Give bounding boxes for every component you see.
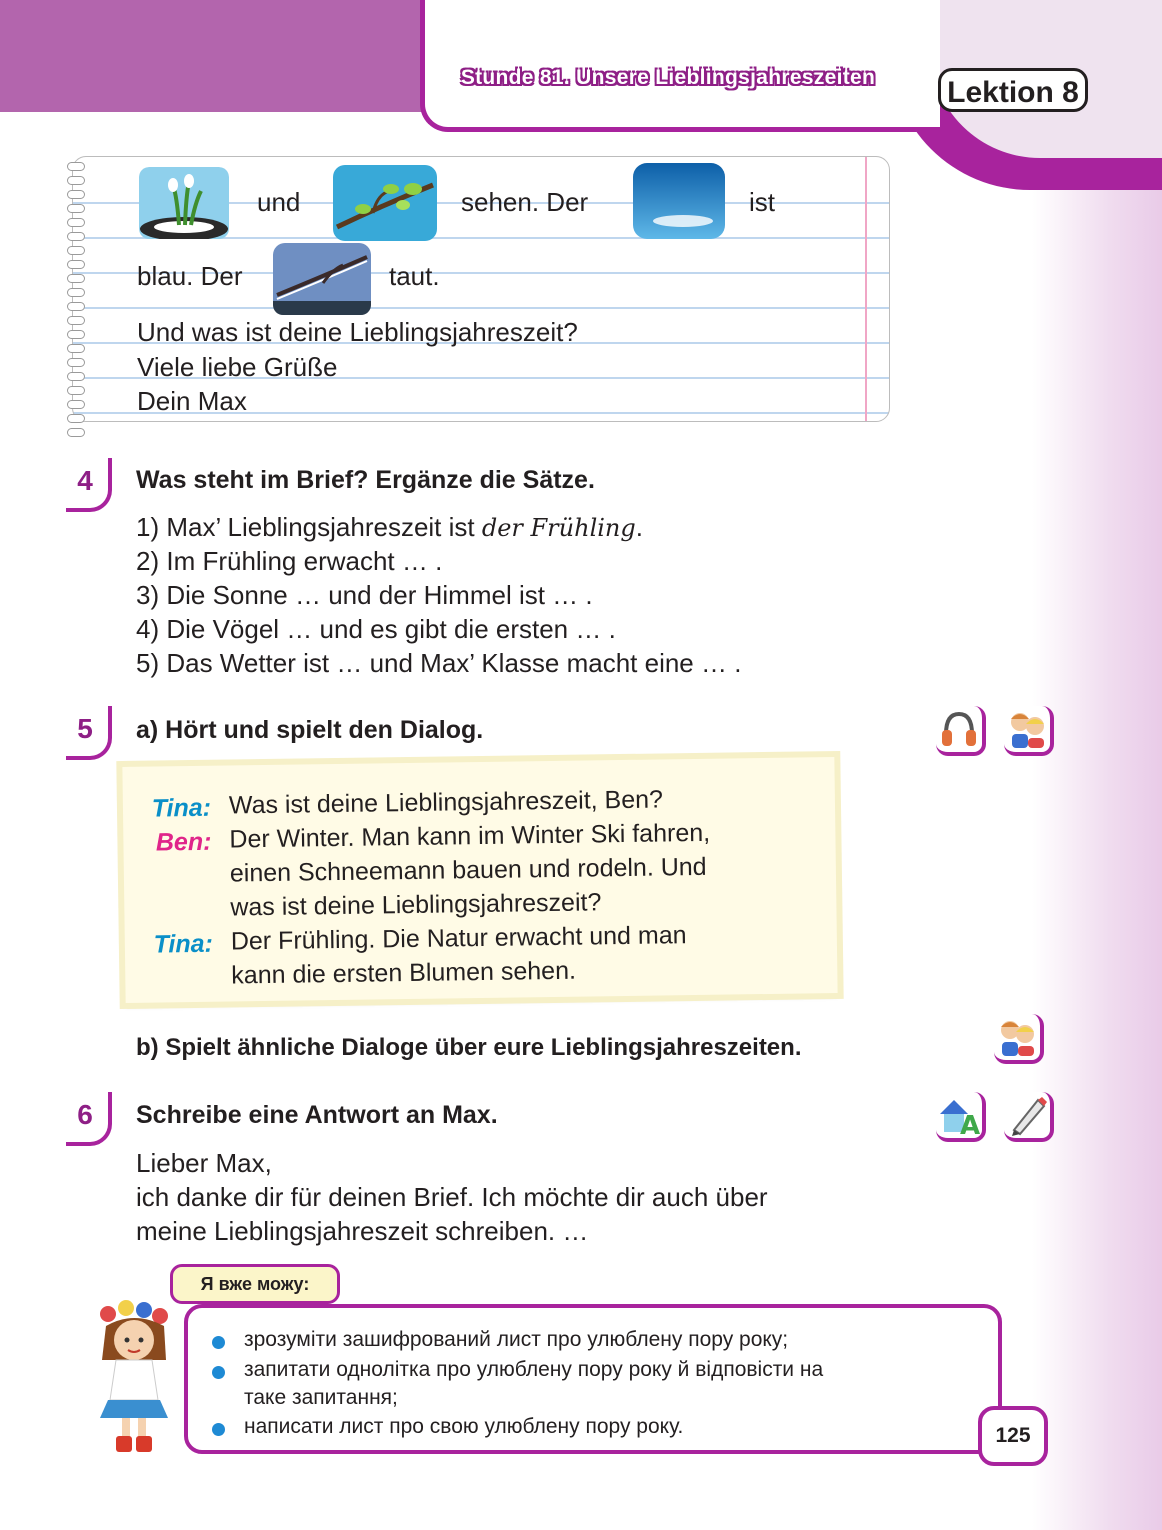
lesson-title: Stunde 81. Unsere Lieblingsjahreszeiten [460,66,876,89]
bullet [212,1366,225,1379]
letter-notebook [72,156,890,422]
can-do-item-2b: таке запитання; [244,1386,398,1409]
budding-branch-picture [333,165,437,241]
letter-word-ist: ist [749,187,775,217]
exercise-6-line-1: Lieber Max, [136,1148,272,1178]
sky-picture [633,163,725,239]
letter-question: Und was ist deine Lieblingsjahreszeit? [137,317,578,347]
letter-greeting: Viele liebe Grüße [137,352,338,382]
speaker-ben: Ben: [155,827,212,857]
svg-text:A: A [960,1111,981,1138]
header-band [0,0,430,112]
dialog-line-6: kann die ersten Blumen sehen. [231,956,577,990]
exercise-5-number: 5 [62,708,108,754]
exercise-4-number: 4 [62,460,108,506]
exercise-6-title: Schreibe eine Antwort an Max. [136,1101,498,1129]
exercise-4-item-5: 5) Das Wetter ist … und Max’ Klasse macht eine … . [136,648,742,678]
pair-work-icon-2 [994,1014,1044,1064]
house-letter-icon [936,1092,986,1142]
can-do-item-2a: запитати однолітка про улюблену пору року й відповісти на [244,1358,824,1381]
can-do-item-3: написати лист про свою улюблену пору року. [244,1415,684,1438]
letter-word-sehen-der: sehen. Der [461,187,589,217]
dialog-line-1: Was ist deine Lieblingsjahreszeit, Ben? [228,785,664,820]
can-do-item-1: зрозуміти зашифрований лист про улюблену пору року; [244,1328,789,1351]
exercise-4-item-2: 2) Im Frühling erwacht … . [136,546,443,576]
notebook-margin-line [865,157,867,421]
spiral-binding [67,157,89,421]
exercise-5b-title: b) Spielt ähnliche Dialoge über eure Lieblingsjahreszeiten. [136,1034,802,1061]
item-1-prefix: 1) Max’ Lieblingsjahreszeit ist [136,512,475,542]
dialog-card [122,757,837,1003]
pencil-icon [1004,1092,1054,1142]
exercise-4-item-1 [136,512,643,543]
speaker-tina-1: Tina: [151,793,212,823]
can-do-label: Я вже можу: [170,1264,340,1304]
dialog-line-5: Der Frühling. Die Natur erwacht und man [230,921,687,956]
exercise-4-item-3: 3) Die Sonne … und der Himmel ist … . [136,580,593,610]
headphones-icon [936,706,986,756]
exercise-4-item-4: 4) Die Vögel … und es gibt die ersten … . [136,614,616,644]
can-do-box [184,1304,1002,1454]
melting-snow-branch-picture [273,243,371,315]
girl-illustration [86,1300,182,1456]
letter-word-und: und [257,187,301,217]
dialog-line-4: was ist deine Lieblingsjahreszeit? [230,888,602,922]
exercise-4-title: Was steht im Brief? Ergänze die Sätze. [136,466,595,494]
exercise-6-line-2: ich danke dir für deinen Brief. Ich möchte dir auch über [136,1182,768,1212]
dialog-line-3: einen Schneemann bauen und rodeln. Und [229,852,707,888]
bullet [212,1423,225,1436]
dialog-line-2: Der Winter. Man kann im Winter Ski fahren, [229,818,711,854]
item-1-suffix: . [635,512,643,542]
letter-word-taut: taut. [389,261,440,291]
chapter-badge: Lektion 8 [938,68,1088,112]
pair-work-icon [1004,706,1054,756]
snowdrop-picture [139,167,229,239]
letter-signature: Dein Max [137,386,247,416]
exercise-5a-title: a) Hört und spielt den Dialog. [136,716,484,744]
speaker-tina-2: Tina: [153,929,214,959]
page-number: 125 [978,1406,1048,1466]
item-1-answer: der Frühling [481,514,636,542]
bullet [212,1336,225,1349]
letter-word-blau-der: blau. Der [137,261,243,291]
exercise-6-line-3: meine Lieblingsjahreszeit schreiben. … [136,1216,589,1246]
side-strip [1032,0,1162,1530]
exercise-6-number: 6 [62,1094,108,1140]
